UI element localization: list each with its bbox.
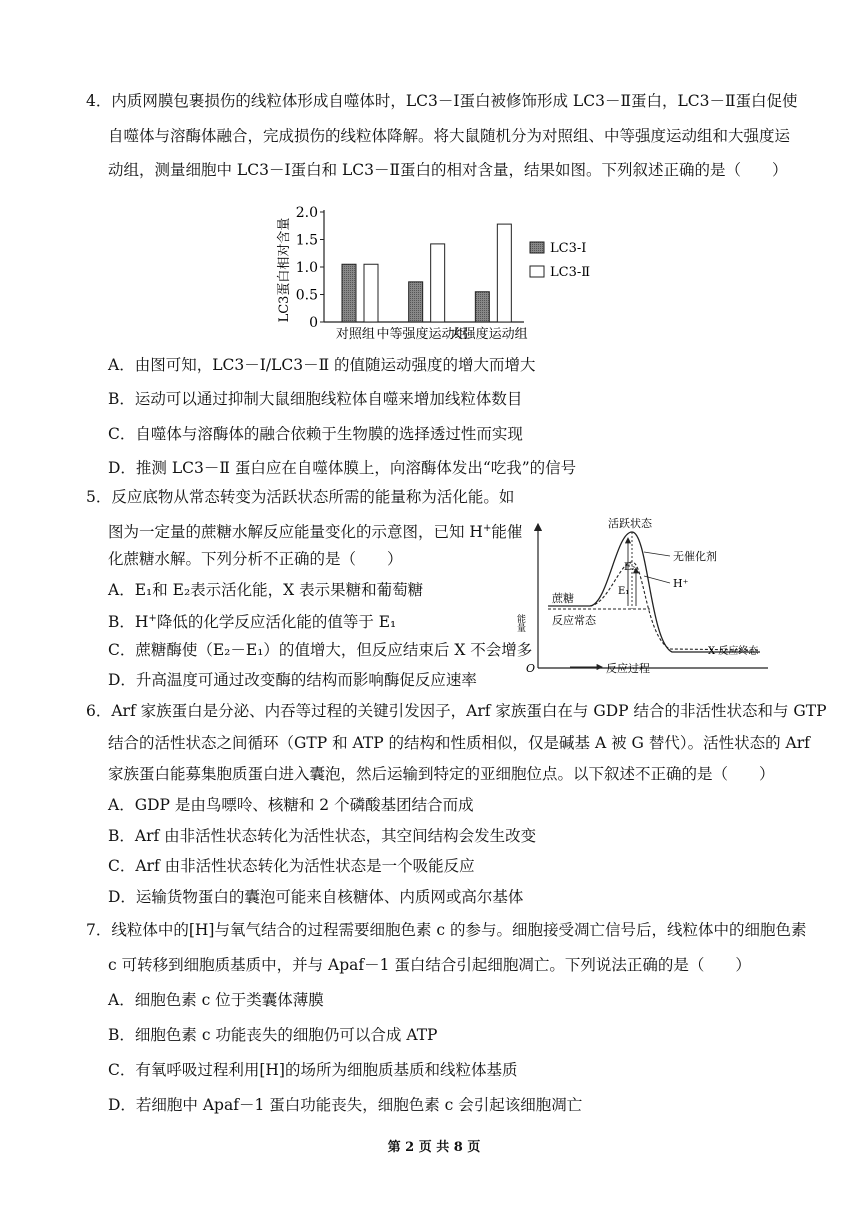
q6-option-c: C．Arf 由非活性状态转化为活性状态是一个吸能反应 <box>108 857 475 875</box>
q5-option-c: C．蔗糖酶使（E₂－E₁）的值增大，但反应结束后 X 不会增多 <box>108 641 533 659</box>
chart-bars <box>342 224 511 322</box>
y-tick-label: 0 <box>309 315 318 331</box>
q4-option-c: C．自噬体与溶酶体的融合依赖于生物膜的选择透过性而实现 <box>108 425 523 443</box>
q4-option-d: D．推测 LC3－Ⅱ 蛋白应在自噬体膜上，向溶酶体发出“吃我”的信号 <box>108 459 577 477</box>
q4-option-b: B．运动可以通过抑制大鼠细胞线粒体自噬来增加线粒体数目 <box>108 390 523 408</box>
legend-label: LC3-Ⅰ <box>550 241 587 256</box>
q6-option-d: D．运输货物蛋白的囊泡可能来自核糖体、内质网或高尔基体 <box>108 888 524 906</box>
q4-option-a: A．由图可知，LC3－Ⅰ/LC3－Ⅱ 的值随运动强度的增大而增大 <box>108 356 536 374</box>
label-sucrose: 蔗糖 <box>552 592 574 605</box>
q4-stem-line1: 4．内质网膜包裹损伤的线粒体形成自噬体时，LC3－Ⅰ蛋白被修饰形成 LC3－Ⅱ蛋白，LC3－Ⅱ蛋白促使 <box>86 92 798 110</box>
q4-stem-line2: 自噬体与溶酶体融合，完成损伤的线粒体降解。将大鼠随机分为对照组、中等强度运动组和大强度运 <box>108 127 791 145</box>
q6-option-a: A．GDP 是由鸟嘌呤、核糖和 2 个磷酸基团结合而成 <box>108 796 474 814</box>
catalyzed-curve <box>590 562 760 650</box>
q5-stem-line1: 5．反应底物从常态转变为活跃状态所需的能量称为活化能。如 <box>86 488 515 506</box>
q4-stem-line3: 动组，测量细胞中 LC3－Ⅰ蛋白和 LC3－Ⅱ蛋白的相对含量，结果如图。下列叙述正确的是（ ） <box>108 161 788 179</box>
q6-option-b: B．Arf 由非活性状态转化为活性状态，其空间结构会发生改变 <box>108 827 537 845</box>
label-process: 反应过程 <box>606 662 650 675</box>
label-origin: O <box>526 662 536 675</box>
q5-option-b: B．H+降低的化学反应活化能的值等于 E₁ <box>108 613 397 632</box>
lc3-bar-chart <box>268 192 608 344</box>
q7-option-c: C．有氧呼吸过程利用[H]的场所为细胞质基质和线粒体基质 <box>108 1061 518 1079</box>
legend-label: LC3-Ⅱ <box>550 265 591 280</box>
chart-legend <box>530 241 590 280</box>
y-tick-label: 1.5 <box>295 232 318 249</box>
chart-ylabel: LC3蛋白相对含量 <box>277 217 292 323</box>
bar-lc3-ii <box>364 264 378 322</box>
label-e2: E₂ <box>624 562 636 573</box>
y-tick-label: 1.0 <box>295 260 318 276</box>
y-tick-label: 0.5 <box>295 287 318 304</box>
q7-option-b: B．细胞色素 c 功能丧失的细胞仍可以合成 ATP <box>108 1026 438 1044</box>
label-e1: E₁ <box>618 586 630 597</box>
q5-stem-line3: 化蔗糖水解。下列分析不正确的是（ ） <box>108 550 403 568</box>
q7-option-a: A．细胞色素 c 位于类囊体薄膜 <box>108 991 324 1009</box>
legend-swatch <box>530 242 544 253</box>
q7-stem-line1: 7．线粒体中的[H]与氧气结合的过程需要细胞色素 c 的参与。细胞接受凋亡信号后，线粒体中的细胞色素 <box>86 921 807 939</box>
q5-option-a: A．E₁和 E₂表示活化能，X 表示果糖和葡萄糖 <box>108 581 424 599</box>
q5-option-d: D．升高温度可通过改变酶的结构而影响酶促反应速率 <box>108 671 477 689</box>
q5-stem-line2: 图为一定量的蔗糖水解反应能量变化的示意图，已知 H+能催 <box>108 523 523 542</box>
bar-lc3-i <box>342 264 356 322</box>
q7-stem-line2: c 可转移到细胞质基质中，并与 Apaf－1 蛋白结合引起细胞凋亡。下列说法正确的是（ ） <box>108 956 751 974</box>
label-normal-state: 反应常态 <box>552 614 596 627</box>
q6-stem-line3: 家族蛋白能募集胞质蛋白进入囊泡，然后运输到特定的亚细胞位点。以下叙述不正确的是（ ） <box>108 765 775 783</box>
category-label: 大强度运动组 <box>449 327 528 342</box>
uncatalyzed-curve <box>548 532 760 652</box>
category-label: 对照组 <box>335 327 375 342</box>
label-final-state: X 反应终态 <box>708 646 759 657</box>
bar-lc3-i <box>475 292 489 322</box>
label-hplus: H⁺ <box>673 577 689 590</box>
category-label: 中等强度运动组 <box>376 327 468 342</box>
energy-diagram <box>515 512 775 682</box>
q7-option-d: D．若细胞中 Apaf－1 蛋白功能丧失，细胞色素 c 会引起该细胞凋亡 <box>108 1096 583 1114</box>
bar-lc3-ii <box>431 244 445 322</box>
bar-lc3-i <box>409 282 423 322</box>
chart-category-labels <box>336 326 528 342</box>
q6-stem-line1: 6．Arf 家族蛋白是分泌、内吞等过程的关键引发因子，Arf 家族蛋白在与 GDP 结合的非活性状态和与 GTP <box>86 702 827 720</box>
page-footer: 第 2 页 共 8 页 <box>387 1140 481 1155</box>
bar-lc3-ii <box>497 224 511 322</box>
legend-swatch <box>530 266 544 277</box>
y-tick-label: 2.0 <box>295 205 318 221</box>
label-no-catalyst: 无催化剂 <box>673 550 717 563</box>
label-energy: 能量 <box>515 614 525 632</box>
label-active-state: 活跃状态 <box>608 517 652 530</box>
q6-stem-line2: 结合的活性状态之间循环（GTP 和 ATP 的结构和性质相似，仅是碱基 A 被 G 替代）。活性状态的 Arf <box>108 734 810 752</box>
chart-y-ticks <box>296 205 324 331</box>
